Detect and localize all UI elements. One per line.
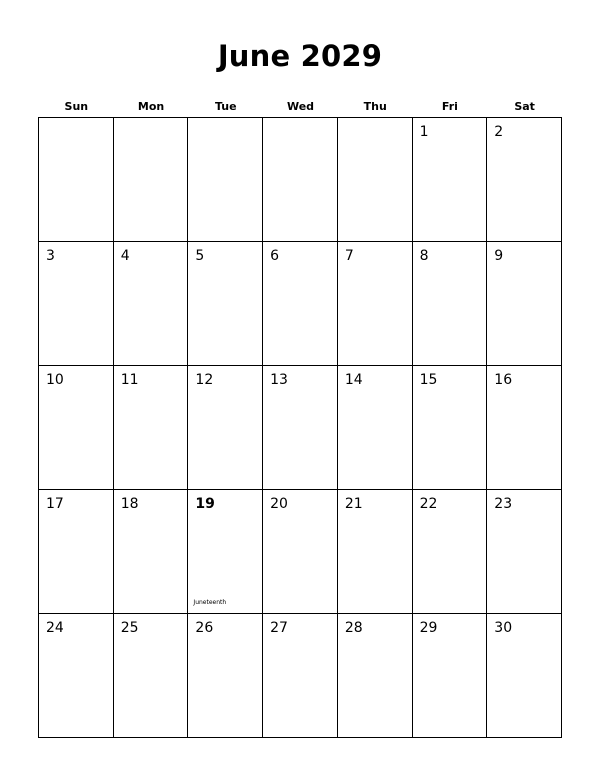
day-cell	[487, 118, 562, 242]
day-number: 30	[494, 620, 513, 636]
day-cell	[188, 366, 263, 490]
day-cell	[413, 366, 488, 490]
day-number: 19	[195, 496, 215, 512]
day-cell	[338, 614, 413, 738]
day-cell	[263, 490, 338, 614]
weekday-fri: Fri	[441, 100, 458, 113]
day-number: 7	[344, 248, 354, 264]
day-number: 6	[270, 248, 280, 264]
day-number: 3	[46, 248, 55, 264]
day-number: 25	[120, 620, 139, 636]
day-cell	[338, 366, 413, 490]
day-cell	[188, 490, 263, 614]
day-cell	[39, 490, 114, 614]
day-cell	[413, 490, 488, 614]
day-cell	[188, 242, 263, 366]
day-number: 16	[494, 372, 513, 388]
day-cell	[487, 242, 562, 366]
day-number: 13	[270, 372, 288, 388]
day-cell	[263, 242, 338, 366]
day-number: 29	[419, 620, 438, 636]
day-cell	[338, 490, 413, 614]
day-cell	[188, 118, 263, 242]
day-cell	[39, 242, 114, 366]
day-number: 17	[46, 496, 64, 512]
holiday-label: Juneteenth	[193, 599, 227, 606]
day-cell	[263, 118, 338, 242]
day-cell	[263, 366, 338, 490]
weekday-thu: Thu	[363, 100, 387, 113]
day-number: 20	[270, 496, 288, 512]
day-number: 2	[494, 124, 504, 140]
day-cell	[338, 118, 413, 242]
day-number: 4	[120, 248, 130, 264]
day-cell	[263, 614, 338, 738]
day-cell	[413, 614, 488, 738]
weekday-wed: Wed	[286, 100, 315, 113]
day-cell	[114, 118, 189, 242]
day-number: 12	[195, 372, 214, 388]
day-number: 14	[344, 372, 363, 388]
day-number: 21	[344, 496, 363, 512]
day-cell	[487, 366, 562, 490]
day-cell	[413, 118, 488, 242]
day-cell	[39, 614, 114, 738]
day-cell	[114, 490, 189, 614]
day-number: 11	[120, 372, 139, 388]
day-number: 9	[494, 248, 504, 264]
day-number: 22	[419, 496, 438, 512]
day-number: 24	[46, 620, 64, 636]
weekday-tue: Tue	[214, 100, 237, 113]
weekday-mon: Mon	[137, 100, 165, 113]
day-number: 8	[419, 248, 429, 264]
day-number: 27	[270, 620, 288, 636]
day-cell	[338, 242, 413, 366]
day-cell	[39, 366, 114, 490]
day-cell	[114, 242, 189, 366]
weekday-sun: Sun	[64, 100, 89, 113]
day-number: 28	[344, 620, 363, 636]
day-cell	[114, 614, 189, 738]
day-cell	[487, 614, 562, 738]
day-number: 23	[494, 496, 513, 512]
day-cell	[39, 118, 114, 242]
day-cell	[188, 614, 263, 738]
weekday-sat: Sat	[514, 100, 535, 113]
day-number: 10	[46, 372, 64, 388]
day-number: 1	[419, 124, 429, 140]
day-number: 18	[120, 496, 139, 512]
calendar-grid	[38, 117, 562, 738]
weekday-header-row	[39, 99, 562, 115]
day-cell	[487, 490, 562, 614]
day-number: 26	[195, 620, 214, 636]
calendar-title: June 2029	[217, 39, 383, 73]
day-number: 15	[419, 372, 438, 388]
day-cell	[114, 366, 189, 490]
day-number: 5	[195, 248, 205, 264]
day-cell	[413, 242, 488, 366]
